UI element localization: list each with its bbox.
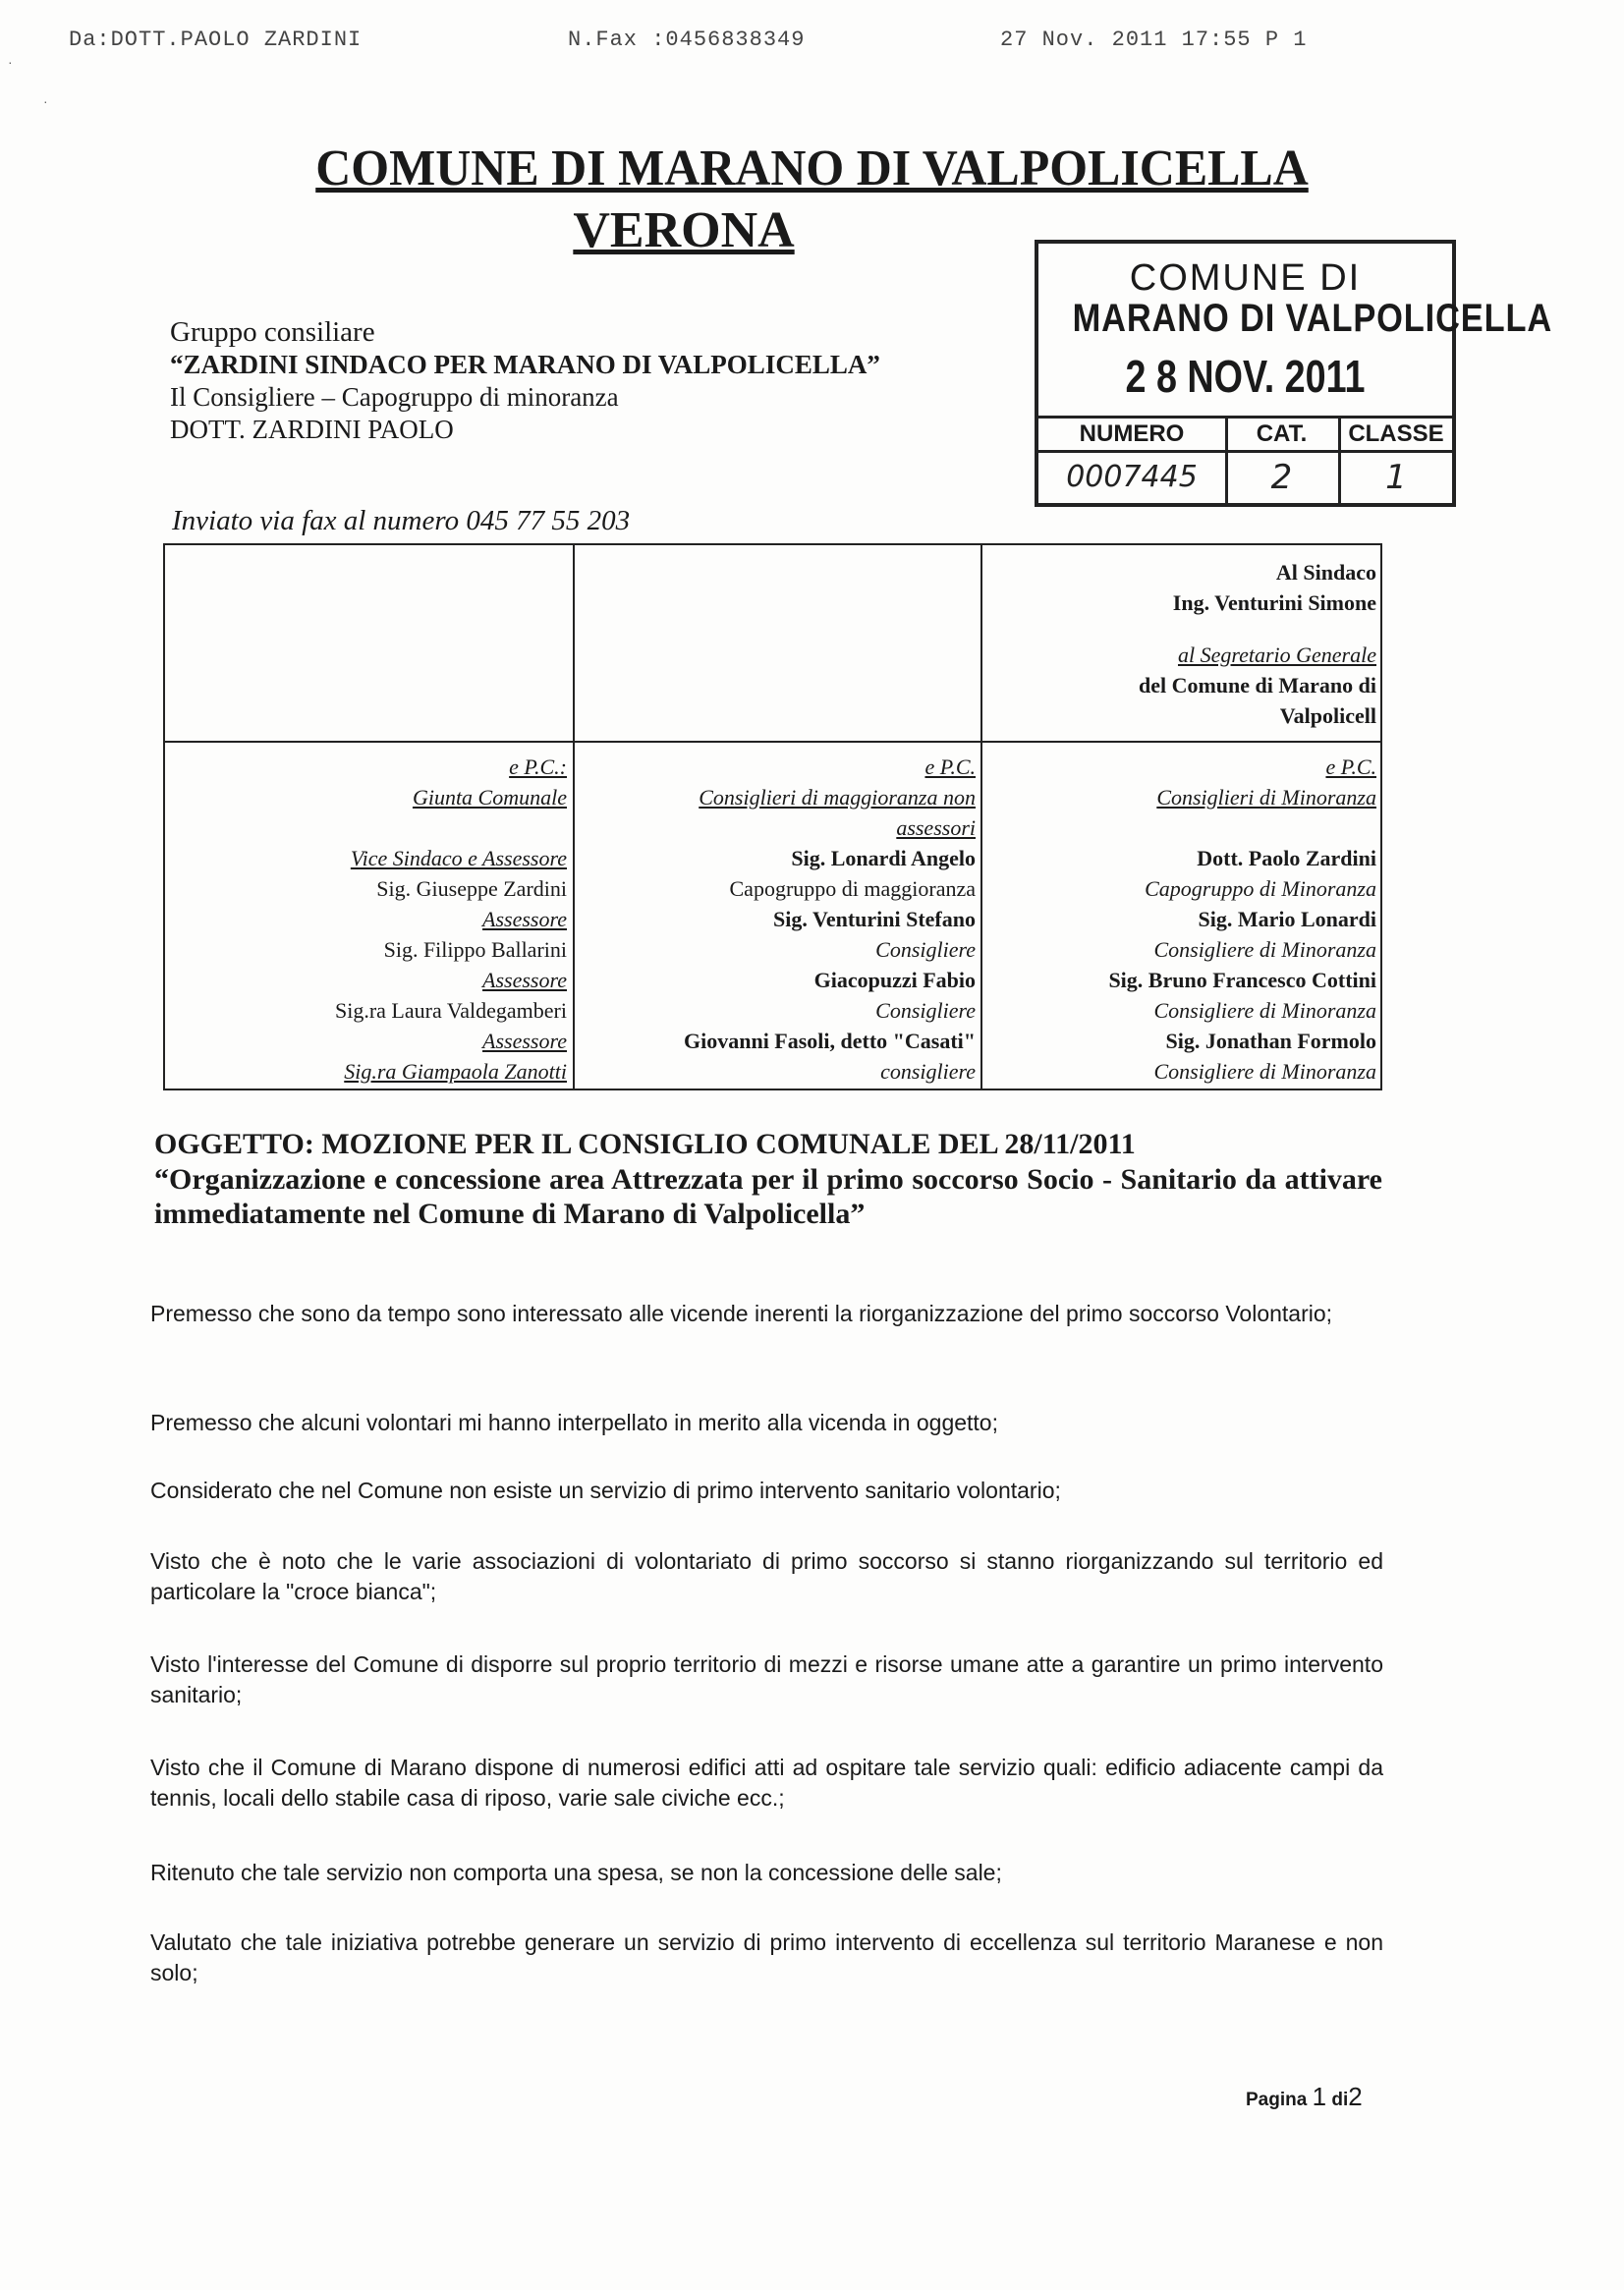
page-number: 1 — [1312, 2082, 1327, 2111]
page-total: 2 — [1348, 2082, 1363, 2111]
cc-role: Consigliere di Minoranza — [1153, 937, 1376, 962]
sender-role: Il Consigliere – Capogruppo di minoranza — [170, 382, 619, 412]
page-of: di — [1331, 2090, 1349, 2110]
sender-group: Gruppo consiliare — [170, 316, 375, 348]
subject-text: “Organizzazione e concessione area Attrezzata per il primo soccorso Socio - Sanitario da attivare immediatamente nel Comune di Marano di Valpolicella” — [154, 1163, 1382, 1230]
cc-role: Assessore — [482, 1029, 567, 1053]
recipient-title: Al Sindaco — [1275, 560, 1376, 585]
scan-speck: · — [43, 93, 48, 109]
cc-group: assessori — [896, 815, 976, 840]
stamp-header-cat: CAT. — [1256, 420, 1308, 447]
cc-person: Dott. Paolo Zardini — [1197, 846, 1376, 870]
stamp-header-row — [1038, 416, 1452, 453]
cc-role: Consigliere di Minoranza — [1153, 1059, 1376, 1084]
cc-person: Sig. Lonardi Angelo — [791, 846, 976, 870]
province-title: VERONA — [573, 202, 795, 258]
cc-minoranza — [985, 752, 1376, 1087]
table-divider — [165, 741, 1382, 743]
cc-role: Vice Sindaco e Assessore — [350, 846, 567, 870]
recipient-name: Valpolicell — [1279, 703, 1376, 728]
cc-role: Capogruppo di maggioranza — [729, 876, 976, 901]
cc-role: Consigliere — [875, 998, 976, 1023]
cc-person: Giovanni Fasoli, detto "Casati" — [684, 1029, 976, 1053]
cc-group: Consiglieri di maggioranza non — [699, 785, 976, 810]
recipient-name: del Comune di Marano di — [1138, 673, 1376, 698]
body-paragraph: Visto l'interesse del Comune di disporre sul proprio territorio di mezzi e risorse umane atte a garantire un primo intervento sanitario; — [150, 1651, 1383, 1707]
stamp-header-numero: NUMERO — [1079, 420, 1185, 447]
fax-date-page: 27 Nov. 2011 17:55 P 1 — [1000, 28, 1308, 52]
stamp-line2: MARANO DI VALPOLICELLA — [1072, 297, 1553, 340]
cc-person: Sig.ra Laura Valdegamberi — [334, 998, 567, 1023]
body-paragraph: Premesso che sono da tempo sono interessato alle vicende inerenti la riorganizzazione del primo soccorso Volontario; — [150, 1301, 1333, 1326]
cc-role: consigliere — [880, 1059, 976, 1084]
cc-label: e P.C. — [1325, 754, 1376, 779]
cc-person: Sig.ra Giampaola Zanotti — [344, 1059, 567, 1084]
cc-label: e P.C.: — [509, 754, 567, 779]
cc-group: Giunta Comunale — [412, 785, 567, 810]
cc-maggioranza — [578, 752, 976, 1087]
stamp-cat-value: 2 — [1270, 458, 1293, 497]
body-paragraph: Valutato che tale iniziativa potrebbe generare un servizio di primo intervento di eccellenza sul territorio Maranese e non solo; — [150, 1929, 1383, 1985]
cc-role: Capogruppo di Minoranza — [1145, 876, 1376, 901]
page-indicator — [1246, 2082, 1363, 2112]
body-paragraph: Visto che il Comune di Marano dispone di numerosi edifici atti ad ospitare tale servizio quali: edificio adiacente campi da tennis, locali dello stabile casa di riposo, varie sale civiche ecc.; — [150, 1755, 1383, 1811]
cc-person: Sig. Venturini Stefano — [773, 907, 976, 931]
sender-group-name: “ZARDINI SINDACO PER MARANO DI VALPOLICELLA” — [170, 350, 880, 379]
table-divider — [573, 545, 575, 1090]
fax-sender: Da:DOTT.PAOLO ZARDINI — [69, 28, 363, 52]
table-divider — [980, 545, 982, 1090]
body-paragraph: Visto che è noto che le varie associazioni di volontariato di primo soccorso si stanno riorganizzando sul territorio ed particolare la "croce bianca"; — [150, 1548, 1383, 1604]
stamp-classe-value: 1 — [1385, 458, 1407, 497]
sender-block — [170, 316, 880, 446]
cc-person: Giacopuzzi Fabio — [813, 968, 976, 992]
cc-person: Sig. Jonathan Formolo — [1165, 1029, 1376, 1053]
protocol-stamp — [1035, 240, 1553, 507]
stamp-header-classe: CLASSE — [1348, 420, 1444, 447]
body-paragraph: Considerato che nel Comune non esiste un servizio di primo intervento sanitario volontario; — [150, 1478, 1061, 1503]
primary-recipients — [985, 557, 1376, 731]
body-paragraph: Ritenuto che tale servizio non comporta una spesa, se non la concessione delle sale; — [150, 1860, 1002, 1885]
cc-role: Consigliere — [875, 937, 976, 962]
cc-group: Consiglieri di Minoranza — [1156, 785, 1376, 810]
recipient-title: al Segretario Generale — [1177, 642, 1376, 667]
fax-number: N.Fax :0456838349 — [568, 28, 806, 52]
recipient-name: Ing. Venturini Simone — [1172, 590, 1376, 615]
cc-person: Sig. Filippo Ballarini — [383, 937, 567, 962]
subject-heading: OGGETTO: MOZIONE PER IL CONSIGLIO COMUNALE DEL 28/11/2011 — [154, 1128, 1136, 1160]
cc-role: Assessore — [482, 907, 567, 931]
stamp-date: 2 8 NOV. 2011 — [1125, 351, 1366, 402]
recipients-table — [163, 543, 1382, 1090]
cc-person: Sig. Mario Lonardi — [1198, 907, 1376, 931]
page-label: Pagina — [1246, 2090, 1308, 2110]
cc-label: e P.C. — [924, 754, 976, 779]
cc-person: Sig. Bruno Francesco Cottini — [1108, 968, 1376, 992]
stamp-numero-value: 0007445 — [1066, 460, 1198, 494]
cc-role: Consigliere di Minoranza — [1153, 998, 1376, 1023]
cc-giunta — [169, 752, 567, 1087]
cc-person: Sig. Giuseppe Zardini — [376, 876, 567, 901]
fax-note: Inviato via fax al numero 045 77 55 203 — [172, 505, 631, 536]
scan-speck: · — [8, 54, 13, 70]
cc-role: Assessore — [482, 968, 567, 992]
body-paragraph: Premesso che alcuni volontari mi hanno interpellato in merito alla vicenda in oggetto; — [150, 1410, 998, 1435]
stamp-line1: COMUNE DI — [1129, 257, 1362, 299]
municipality-title: COMUNE DI MARANO DI VALPOLICELLA — [315, 140, 1309, 196]
sender-name: DOTT. ZARDINI PAOLO — [170, 415, 454, 444]
